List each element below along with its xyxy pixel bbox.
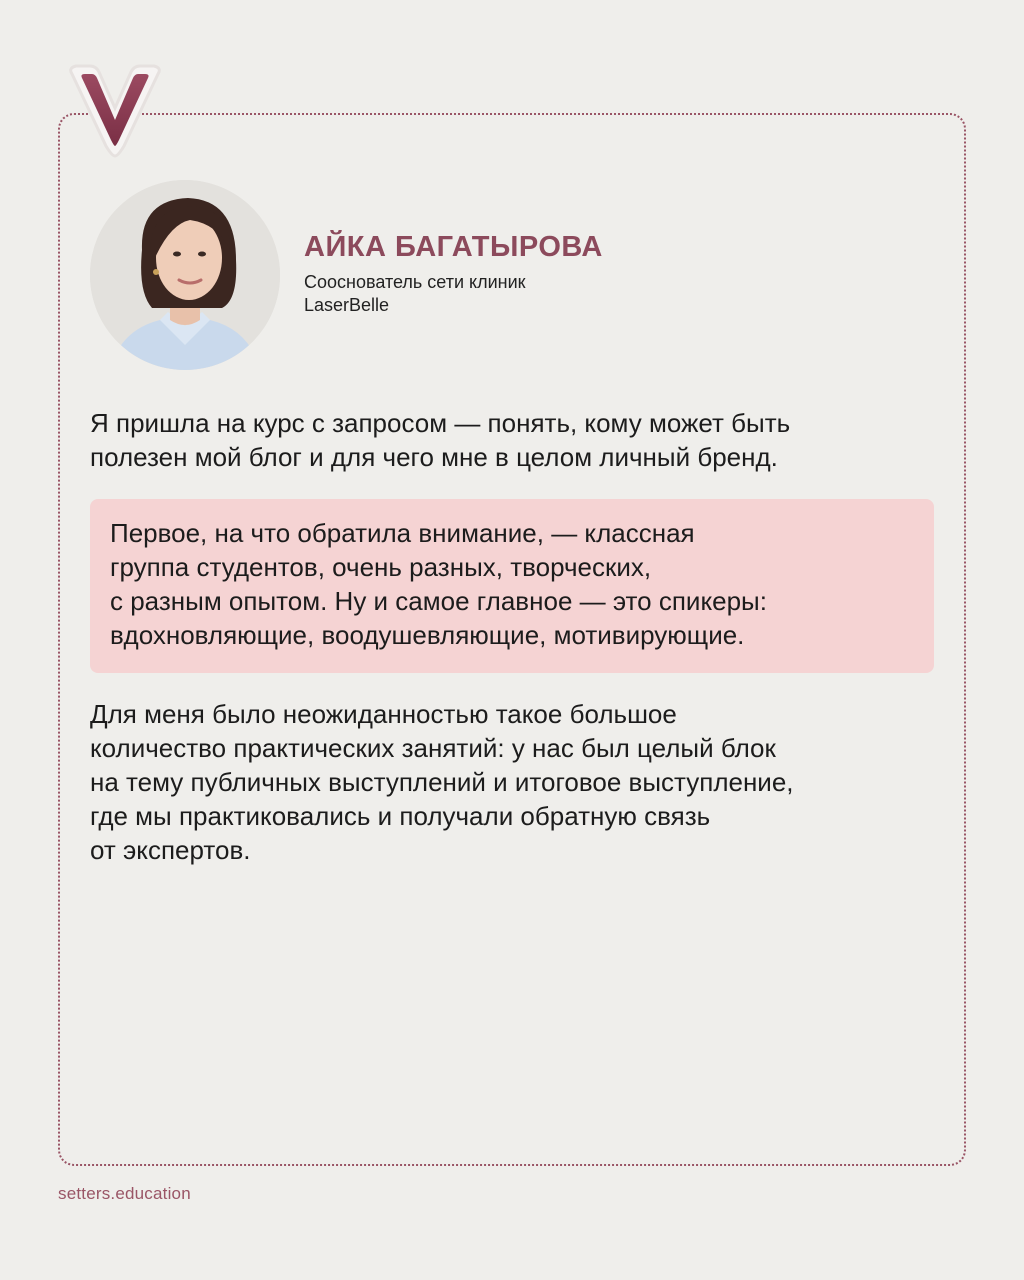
person-role — [304, 271, 604, 317]
body-line: Для меня было неожиданностью такое большое — [90, 699, 677, 729]
brand-logo-icon — [60, 60, 170, 160]
role-line: LaserBelle — [304, 295, 390, 315]
body-line: где мы практиковались и получали обратную связь — [90, 801, 711, 831]
role-line: Сооснователь сети клиник — [304, 272, 526, 292]
person-name: АЙКА БАГАТЫРОВА — [304, 231, 603, 263]
quote-text — [110, 516, 767, 652]
footer-link[interactable]: setters.education — [58, 1184, 191, 1203]
quote-line: вдохновляющие, воодушевляющие, мотивирующие. — [110, 620, 745, 650]
avatar — [90, 180, 280, 370]
body-paragraph — [90, 697, 930, 867]
intro-line: полезен мой блог и для чего мне в целом личный бренд. — [90, 442, 778, 472]
body-line: количество практических занятий: у нас был целый блок — [90, 733, 776, 763]
intro-line: Я пришла на курс с запросом — понять, кому может быть — [90, 408, 791, 438]
highlighted-quote — [90, 499, 934, 673]
body-line: от экспертов. — [90, 835, 251, 865]
quote-line: Первое, на что обратила внимание, — классная — [110, 518, 695, 548]
quote-line: группа студентов, очень разных, творческих, — [110, 552, 652, 582]
intro-paragraph — [90, 406, 930, 474]
body-line: на тему публичных выступлений и итоговое выступление, — [90, 767, 794, 797]
quote-line: с разным опытом. Ну и самое главное — это спикеры: — [110, 586, 767, 616]
